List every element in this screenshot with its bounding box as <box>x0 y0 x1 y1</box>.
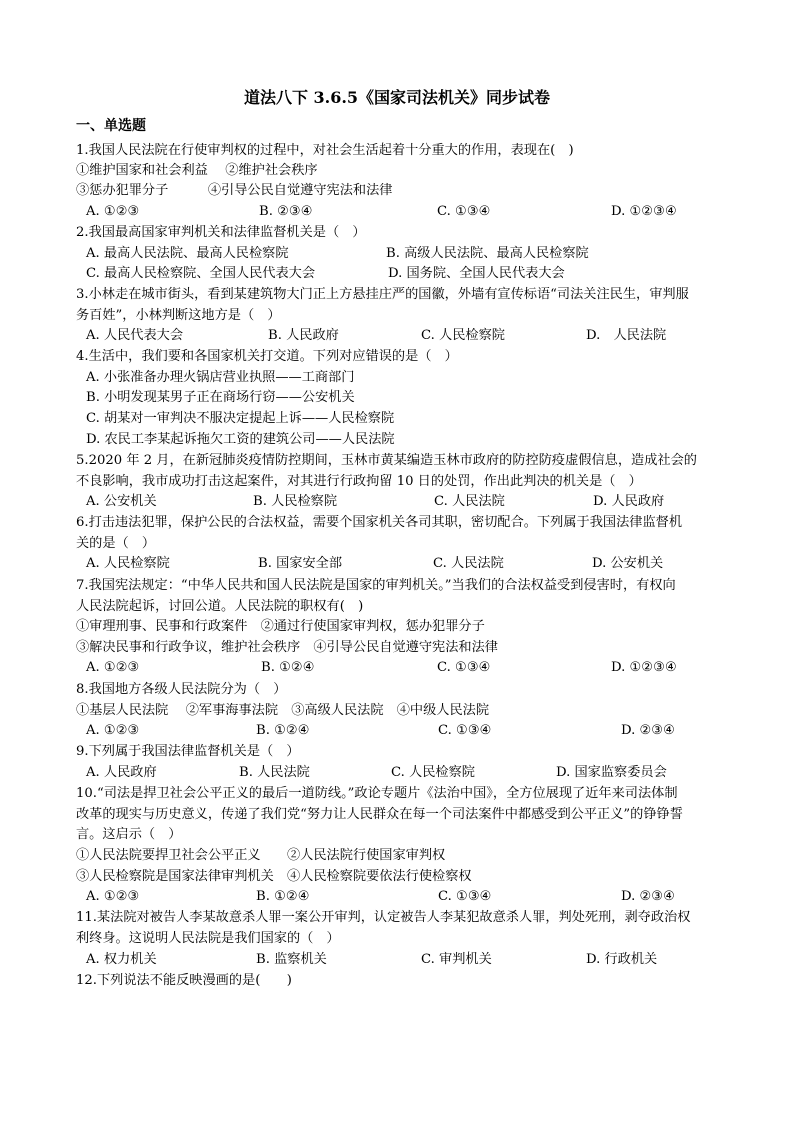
question-stem: 务百姓”，小林判断这地方是（ ） <box>76 308 281 323</box>
answer-option: B. ①②④ <box>261 660 315 675</box>
question-stem: 3.小林走在城市街头，看到某建筑物大门正上方悬挂庄严的国徽，外墙有宣传标语“司法关注民生，审判服 <box>76 287 689 302</box>
answer-option: D. ①②③④ <box>611 660 677 675</box>
answer-option: A. ①②③ <box>86 723 140 738</box>
answer-option: D. 公安机关 <box>592 556 664 571</box>
answer-option: C. 最高人民检察院、全国人民代表大会 <box>86 266 316 281</box>
answer-option: C. ①③④ <box>437 660 491 675</box>
question-stem: 10.“司法是捍卫社会公平正义的最后一道防线。”政论专题片《法治中国》，全方位展现了近年来司法体制 <box>76 786 678 801</box>
answer-option: B. ①②④ <box>256 889 310 904</box>
question-stem: 2.我国最高国家审判机关和法律监督机关是（ ） <box>76 225 366 240</box>
answer-option: B. 人民法院 <box>239 765 310 780</box>
section-heading: 一、单选题 <box>76 118 146 134</box>
question-stem: 6.打击违法犯罪，保护公民的合法权益，需要个国家机关各司其职，密切配合。下列属于我国法律监督机 <box>76 515 683 530</box>
answer-option: C. 审判机关 <box>421 952 492 967</box>
answer-option: C. ①③④ <box>438 889 492 904</box>
answer-option: D. 人民政府 <box>593 494 665 509</box>
statement-item: ③惩办犯罪分子 ④引导公民自觉遵守宪法和法律 <box>76 183 393 198</box>
answer-option: B. 小明发现某男子正在商场行窃——公安机关 <box>86 390 355 405</box>
answer-option: B. 人民政府 <box>268 328 339 343</box>
question-stem: 不良影响，我市成功打击这起案件，对其进行行政拘留 10 日的处罚，作出此判决的机关是（ ） <box>76 474 642 489</box>
question-stem: 12.下列说法不能反映漫画的是( ) <box>76 973 292 988</box>
answer-option: D. 人民法院 <box>586 328 667 343</box>
answer-option: A. 人民政府 <box>86 765 157 780</box>
question-stem: 9.下列属于我国法律监督机关是（ ） <box>76 744 300 759</box>
answer-option: B. 高级人民法院、最高人民检察院 <box>386 246 589 261</box>
answer-option: B. ①②④ <box>256 723 310 738</box>
answer-option: B. 监察机关 <box>256 952 327 967</box>
answer-option: A. 权力机关 <box>86 952 157 967</box>
answer-option: C. 人民检察院 <box>391 765 475 780</box>
answer-option: C. 人民法院 <box>433 556 504 571</box>
answer-option: A. 人民代表大会 <box>86 328 184 343</box>
answer-option: B. ②③④ <box>259 204 313 219</box>
answer-option: D. ②③④ <box>621 723 675 738</box>
question-stem: 改革的现实与历史意义，传递了我们党“努力让人民群众在每一个司法案件中都感受到公平正义”的铮铮誓 <box>76 807 683 822</box>
question-stem: 4.生活中，我们要和各国家机关打交道。下列对应错误的是（ ） <box>76 349 458 364</box>
answer-option: A. 人民检察院 <box>86 556 170 571</box>
answer-option: D. 农民工李某起诉拖欠工资的建筑公司——人民法院 <box>86 432 395 447</box>
question-stem: 关的是（ ） <box>76 536 156 551</box>
answer-option: C. 胡某对一审判决不服决定提起上诉——人民检察院 <box>86 411 395 426</box>
question-stem: 利终身。这说明人民法院是我们国家的（ ） <box>76 931 340 946</box>
answer-option: C. ①③④ <box>438 723 492 738</box>
answer-option: A. ①②③ <box>86 660 140 675</box>
question-stem: 人民法院起诉，讨回公道。人民法院的职权有( ) <box>76 599 364 614</box>
question-stem: 8.我国地方各级人民法院分为（ ） <box>76 682 287 697</box>
answer-option: A. ①②③ <box>86 204 140 219</box>
statement-item: ①人民法院要捍卫社会公平正义 ②人民法院行使国家审判权 <box>76 848 446 863</box>
answer-option: B. 国家安全部 <box>258 556 343 571</box>
question-stem: 7.我国宪法规定：“中华人民共和国人民法院是国家的审判机关。”当我们的合法权益受到侵害时，有权向 <box>76 578 676 593</box>
question-stem: 5.2020 年 2 月，在新冠肺炎疫情防控期间，玉林市黄某编造玉林市政府的防控防疫虚假信息，造成社会的 <box>76 453 697 468</box>
statement-item: ①基层人民法院 ②军事海事法院 ③高级人民法院 ④中级人民法院 <box>76 703 490 718</box>
answer-option: A. ①②③ <box>86 889 140 904</box>
question-stem: 言。这启示（ ） <box>76 827 182 842</box>
question-stem: 11.某法院对被告人李某故意杀人罪一案公开审判，认定被告人李某犯故意杀人罪，判处死刑，剥夺政治权 <box>76 910 691 925</box>
statement-item: ③解决民事和行政争议，维护社会秩序 ④引导公民自觉遵守宪法和法律 <box>76 640 498 655</box>
answer-option: A. 小张准备办理火锅店营业执照——工商部门 <box>86 370 355 385</box>
answer-option: A. 最高人民法院、最高人民检察院 <box>86 246 289 261</box>
answer-option: C. 人民法院 <box>434 494 505 509</box>
statement-item: ③人民检察院是国家法律审判机关 ④人民检察院要依法行使检察权 <box>76 869 472 884</box>
statement-item: ①审理刑事、民事和行政案件 ②通过行使国家审判权，惩办犯罪分子 <box>76 619 485 634</box>
answer-option: A. 公安机关 <box>86 494 157 509</box>
answer-option: C. ①③④ <box>437 204 491 219</box>
answer-option: C. 人民检察院 <box>421 328 505 343</box>
answer-option: D. 国家监察委员会 <box>556 765 667 780</box>
answer-option: B. 人民检察院 <box>253 494 338 509</box>
question-stem: 1.我国人民法院在行使审判权的过程中，对社会生活起着十分重大的作用，表现在( ) <box>76 143 574 158</box>
answer-option: D. 国务院、全国人民代表大会 <box>388 266 565 281</box>
answer-option: D. ②③④ <box>621 889 675 904</box>
answer-option: D. ①②③④ <box>611 204 677 219</box>
page-title: 道法八下 3.6.5《国家司法机关》同步试卷 <box>243 88 551 107</box>
answer-option: D. 行政机关 <box>586 952 658 967</box>
statement-item: ①维护国家和社会利益 ②维护社会秩序 <box>76 163 318 178</box>
